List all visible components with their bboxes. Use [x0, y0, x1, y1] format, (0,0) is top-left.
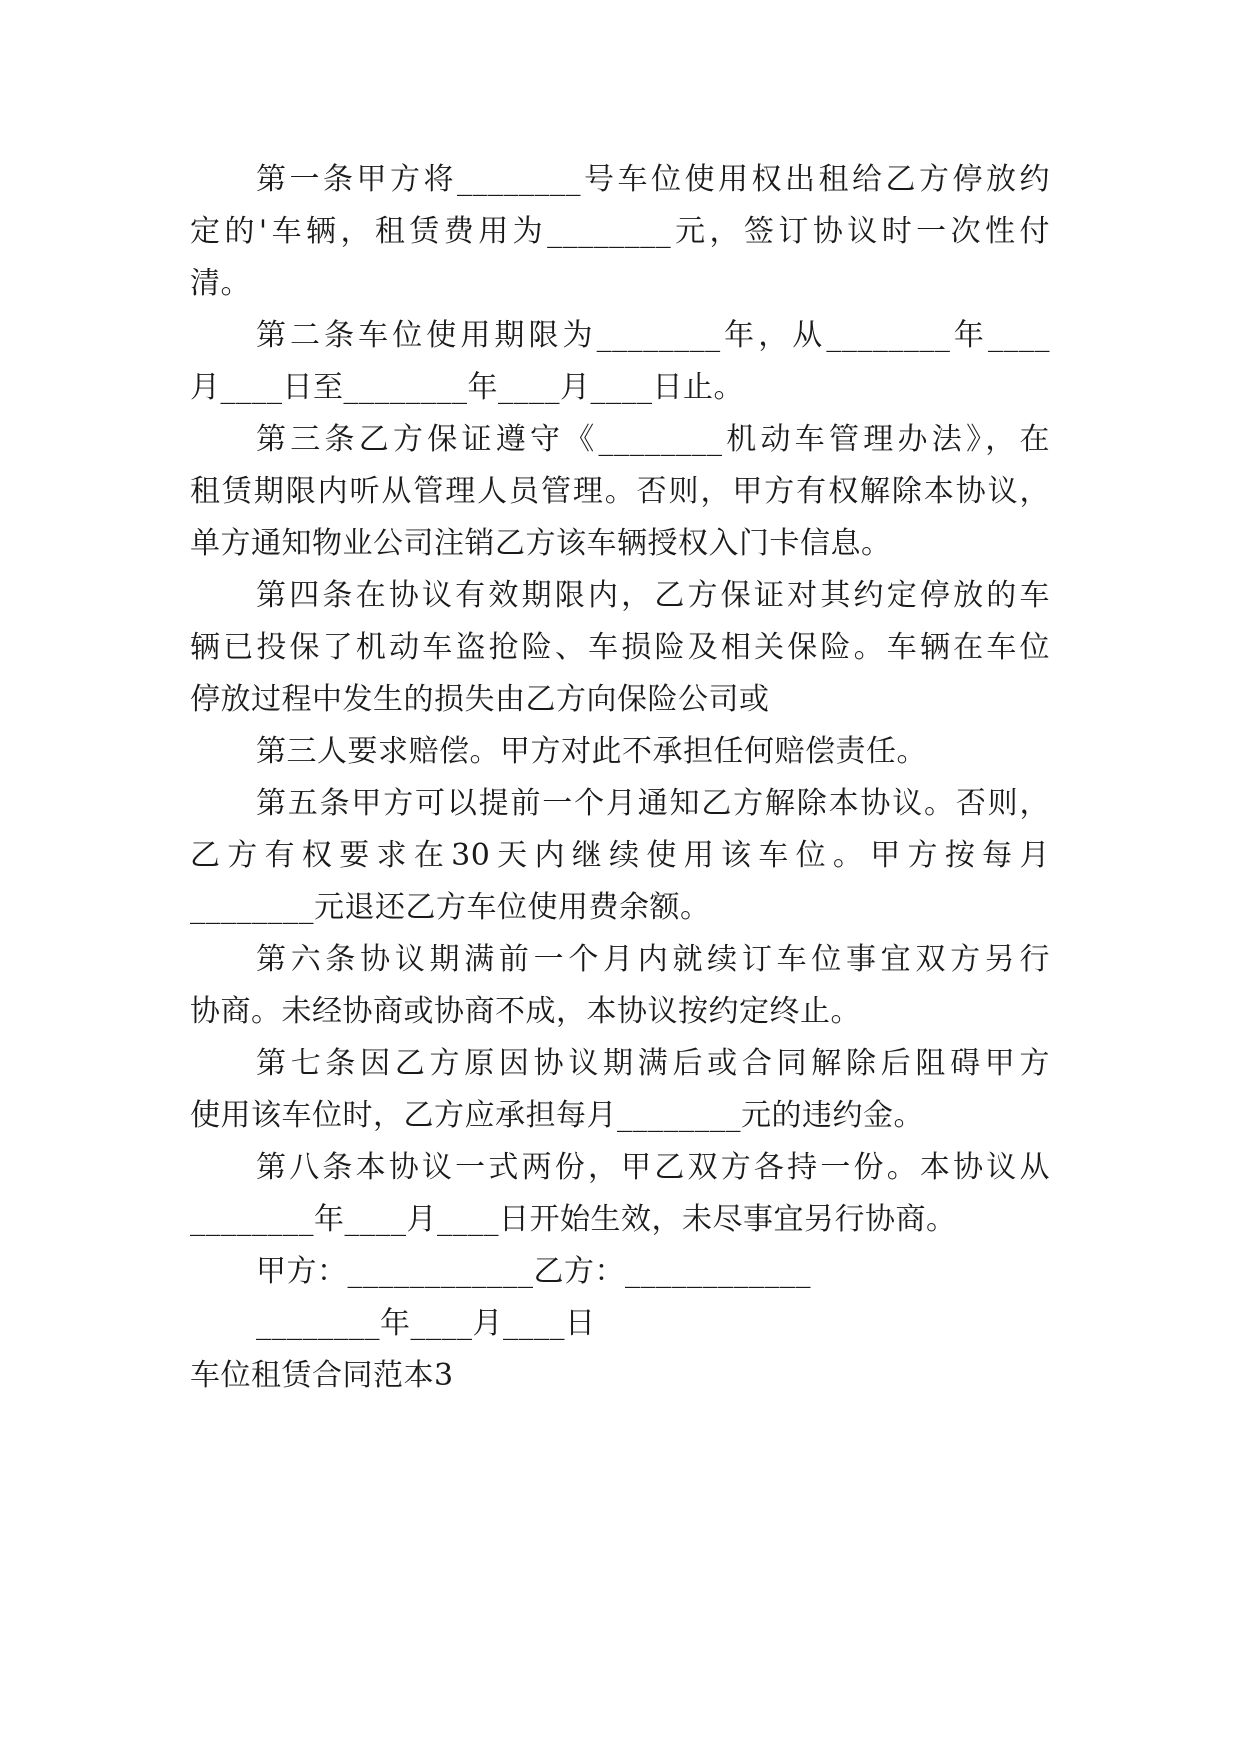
- text-line: 第四条在协议有效期限内，乙方保证对其约定停放的车: [256, 578, 1050, 613]
- text-line: 第二条车位使用期限为________年，从________年____: [256, 318, 1050, 353]
- text-line: 协商。未经协商或协商不成，本协议按约定终止。: [190, 994, 861, 1029]
- text-line: 租赁期限内听从管理人员管理。否则，甲方有权解除本协议，: [190, 474, 1050, 509]
- signature-line: 甲方：____________乙方：____________: [256, 1254, 811, 1289]
- text-line: 使用该车位时，乙方应承担每月________元的违约金。: [190, 1098, 924, 1133]
- text-line: 清。: [190, 266, 251, 301]
- text-line: ________年____月____日开始生效，未尽事宜另行协商。: [190, 1202, 957, 1237]
- text-line: 第三条乙方保证遵守《________机动车管理办法》，在: [256, 422, 1050, 457]
- text-line: 停放过程中发生的损失由乙方向保险公司或: [190, 682, 770, 717]
- text-line: 第一条甲方将________号车位使用权出租给乙方停放约: [256, 162, 1050, 197]
- text-line: 第八条本协议一式两份，甲乙双方各持一份。本协议从: [256, 1150, 1050, 1185]
- text-line: 月____日至________年____月____日止。: [190, 370, 744, 405]
- text-line: 第六条协议期满前一个月内就续订车位事宜双方另行: [256, 942, 1050, 977]
- text-line: ________元退还乙方车位使用费余额。: [190, 890, 711, 925]
- section-heading: 车位租赁合同范本3: [190, 1358, 454, 1393]
- text-line: 乙方有权要求在30天内继续使用该车位。甲方按每月: [190, 838, 1050, 873]
- text-line: 第五条甲方可以提前一个月通知乙方解除本协议。否则，: [256, 786, 1050, 821]
- text-line: 第七条因乙方原因协议期满后或合同解除后阻碍甲方: [256, 1046, 1050, 1081]
- date-line: ________年____月____日: [256, 1306, 596, 1341]
- text-line: 单方通知物业公司注销乙方该车辆授权入门卡信息。: [190, 526, 892, 561]
- text-line: 定的'车辆，租赁费用为________元，签订协议时一次性付: [190, 214, 1050, 249]
- text-line: 第三人要求赔偿。甲方对此不承担任何赔偿责任。: [256, 734, 927, 769]
- text-line: 辆已投保了机动车盗抢险、车损险及相关保险。车辆在车位: [190, 630, 1050, 665]
